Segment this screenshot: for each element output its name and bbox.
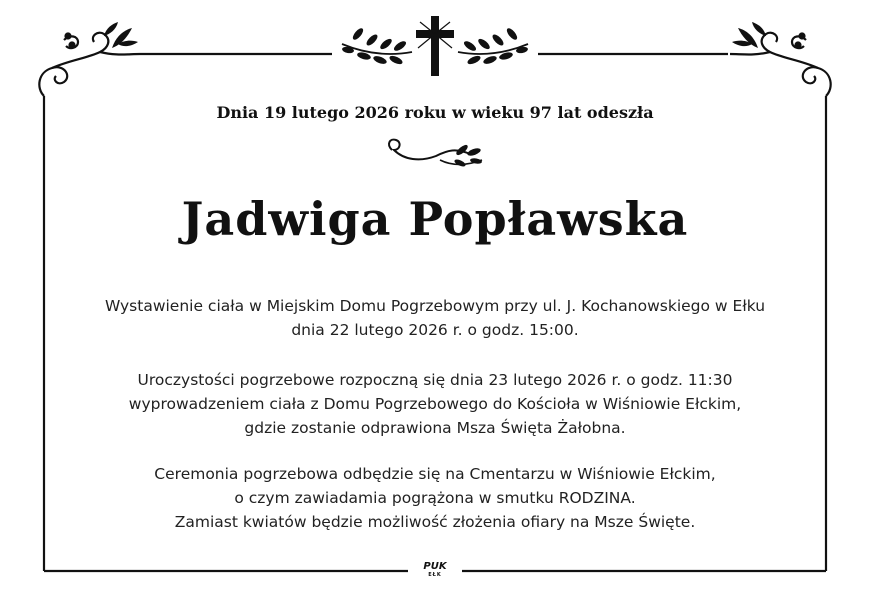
cross-icon xyxy=(342,16,529,76)
logo-sub-text: EŁK xyxy=(428,572,442,578)
paragraph-ceremony xyxy=(0,368,870,440)
paragraph-line: Wystawienie ciała w Miejskim Domu Pogrzebowym przy ul. J. Kochanowskiego w Ełku xyxy=(104,297,766,315)
paragraph-line: Uroczystości pogrzebowe rozpoczną się dnia 23 lutego 2026 r. o godz. 11:30 xyxy=(137,371,733,389)
footer-logo xyxy=(415,562,455,578)
paragraph-viewing xyxy=(0,294,870,342)
paragraph-line: Zamiast kwiatów będzie możliwość złożenia ofiary na Msze Święte. xyxy=(174,513,696,531)
paragraph-line: dnia 22 lutego 2026 r. o godz. 15:00. xyxy=(291,321,579,339)
paragraph-line: o czym zawiadamia pogrążona w smutku RODZINA. xyxy=(234,489,636,507)
leaf-sprig-left xyxy=(104,22,138,48)
paragraph-line: Ceremonia pogrzebowa odbędzie się na Cmentarzu w Wiśniowie Ełckim, xyxy=(154,465,716,483)
paragraph-line: wyprowadzeniem ciała z Domu Pogrzebowego do Kościoła w Wiśniowie Ełckim, xyxy=(128,395,742,413)
paragraph-burial xyxy=(0,462,870,534)
divider-flourish xyxy=(389,140,482,168)
logo-main-text: PUK xyxy=(423,561,447,572)
paragraph-line: gdzie zostanie odprawiona Msza Święta Żałobna. xyxy=(244,419,626,437)
intro-line: Dnia 19 lutego 2026 roku w wieku 97 lat odeszła xyxy=(216,103,654,122)
deceased-name: Jadwiga Popławska xyxy=(181,192,689,246)
